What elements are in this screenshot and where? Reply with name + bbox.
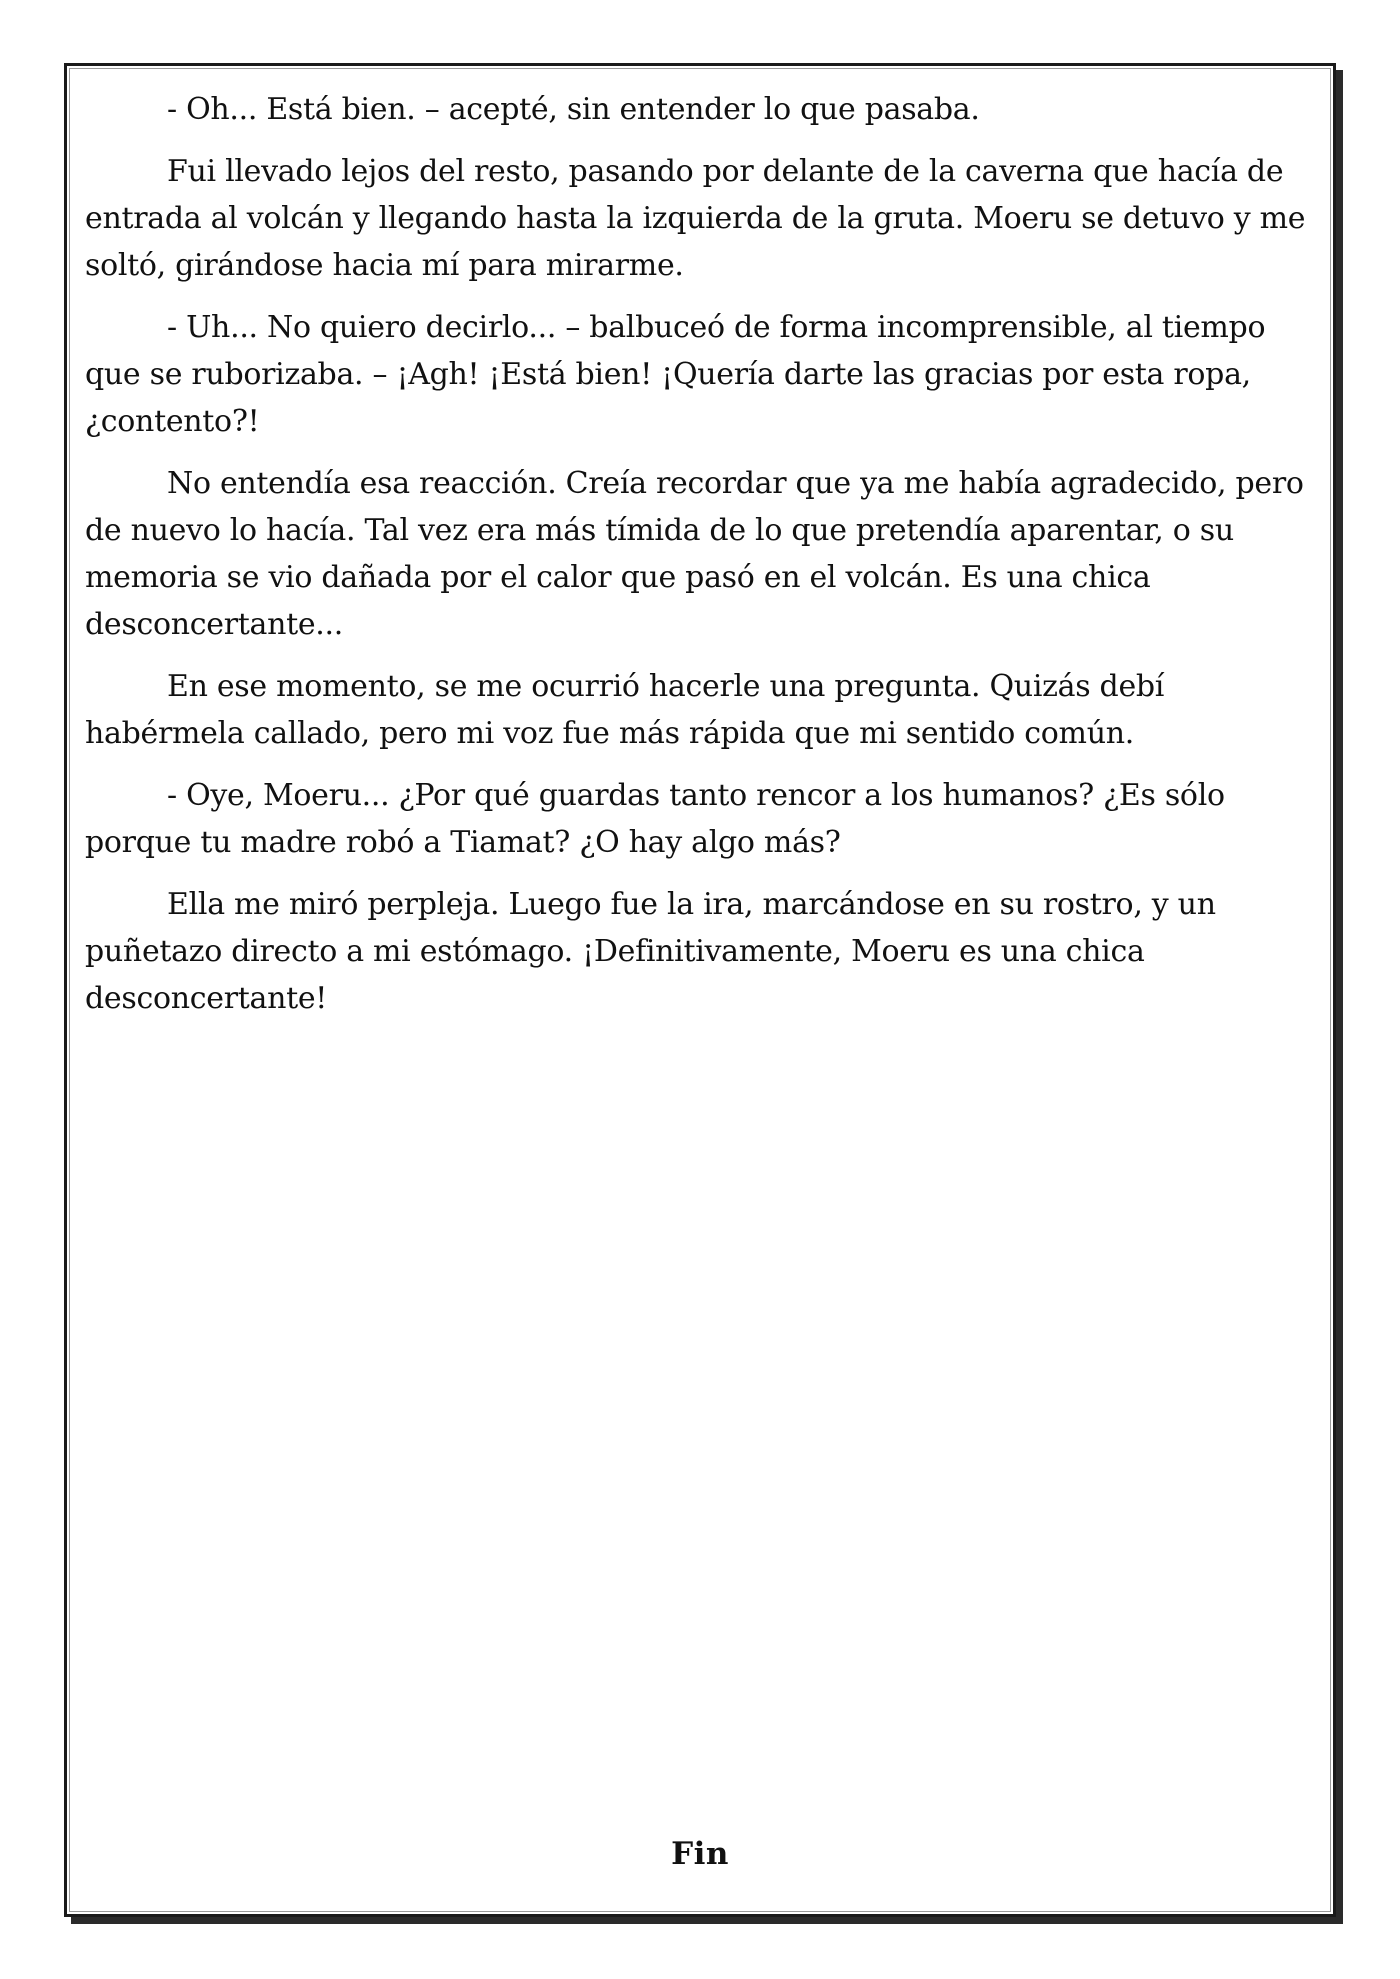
paragraph-2: Fui llevado lejos del resto, pasando por delante de la caverna que hacía de entrada al volcán y llegando hasta la izquierda de la gruta. Moeru se detuvo y me soltó, girándose hacia mí para mirarme. [85, 154, 1306, 283]
page-frame [64, 63, 1336, 1917]
paragraph-4: No entendía esa reacción. Creía recordar que ya me había agradecido, pero de nuevo lo hacía. Tal vez era más tímida de lo que pretendía aparentar, o su memoria se vio dañada por el calor que pasó en el volcán. Es una chica desconcertante... [85, 466, 1304, 642]
paragraph-5: En ese momento, se me ocurrió hacerle una pregunta. Quizás debí habérmela callado, pero mi voz fue más rápida que mi sentido común. [85, 669, 1165, 751]
paragraph-7: Ella me miró perpleja. Luego fue la ira, marcándose en su rostro, y un puñetazo directo a mi estómago. ¡Definitivamente, Moeru es una chica desconcertante! [85, 887, 1216, 1016]
paragraph-1: - Oh... Está bien. – acepté, sin entender lo que pasaba. [167, 92, 980, 127]
document-body [85, 86, 1320, 1037]
paragraph-6: - Oye, Moeru... ¿Por qué guardas tanto rencor a los humanos? ¿Es sólo porque tu madre robó a Tiamat? ¿O hay algo más? [85, 778, 1225, 860]
end-label: Fin [671, 1836, 729, 1872]
paragraph-3: - Uh... No quiero decirlo... – balbuceó de forma incomprensible, al tiempo que se ruborizaba. – ¡Agh! ¡Está bien! ¡Quería darte las gracias por esta ropa, ¿contento?! [85, 310, 1266, 439]
